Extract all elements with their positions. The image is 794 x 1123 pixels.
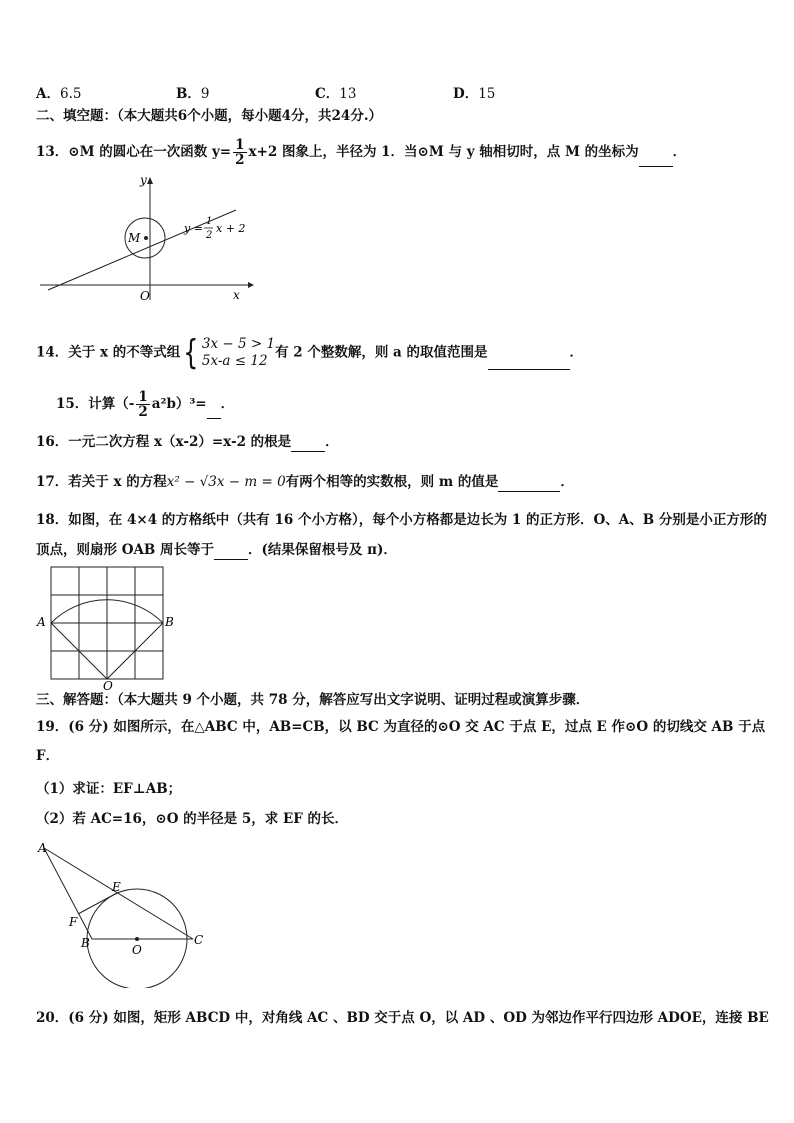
point-f-label: F	[69, 915, 78, 929]
section-fill-in-heading: 二、填空题：（本大题共6个小题，每小题4分，共24分.）	[36, 108, 383, 124]
q19-figure	[34, 836, 224, 988]
question-15: 15．计算（- $\frac{1}{2}$ a²b）³= ．	[56, 389, 235, 420]
fraction: $\frac{1}{2}$	[138, 389, 148, 420]
question-19-line1: 19．(6 分) 如图所示，在△ABC 中，AB=CB，以 BC 为直径的⊙O 交 AC 于点 E，过点 E 作⊙O 的切线交 AB 于点	[36, 719, 766, 735]
origin-label: O	[140, 289, 150, 303]
line-eq-num: 1	[206, 216, 213, 227]
point-e-label: E	[112, 880, 121, 894]
answer-blank	[291, 437, 325, 452]
question-18-line2: 顶点，则扇形 OAB 周长等于 ．(结果保留根号及 π)．	[36, 542, 397, 558]
line-eq-suffix: x + 2	[216, 222, 246, 235]
answer-blank	[498, 477, 560, 492]
question-17: 17．若关于 x 的方程x² − √3x − m = 0有两个相等的实数根，则 m 的值是 ．	[36, 474, 574, 490]
point-a-label: A	[37, 615, 46, 629]
question-19-part2: （2）若 AC=16，⊙O 的半径是 5，求 EF 的长．	[36, 811, 349, 827]
y-axis-label: y	[140, 173, 147, 187]
question-20: 20．(6 分) 如图，矩形 ABCD 中，对角线 AC 、BD 交于点 O，以 AD 、OD 为邻边作平行四边形 ADOE，连接 BE	[36, 1010, 769, 1026]
question-18-line1: 18．如图，在 4×4 的方格纸中（共有 16 个小方格），每个小方格都是边长为 1 的正方形．O、A、B 分别是小正方形的	[36, 512, 767, 528]
q13-figure	[36, 172, 256, 304]
section-solve-heading: 三、解答题：（本大题共 9 个小题，共 78 分，解答应写出文字说明、证明过程或演算步骤．	[36, 692, 590, 708]
option-a: A．6.5	[36, 86, 82, 102]
point-m-label: M	[128, 231, 141, 245]
option-b: B．9	[176, 86, 210, 102]
answer-blank	[214, 545, 248, 560]
point-a-label: A	[38, 841, 47, 855]
question-16: 16．一元二次方程 x（x-2）=x-2 的根是 ．	[36, 434, 339, 450]
point-o-label: O	[132, 943, 142, 957]
q18-grid-figure	[34, 560, 184, 690]
option-c: C．13	[315, 86, 357, 102]
option-d: D．15	[453, 86, 496, 102]
question-19-line2: F．	[36, 748, 60, 764]
x-axis-label: x	[233, 288, 240, 302]
fraction: $\frac{1}{2}$	[235, 137, 245, 168]
point-b-label: B	[165, 615, 174, 629]
question-14: 14．关于 x 的不等式组{ 3x − 5 > 1 5x-a ≤ 12 有 2 个整数解，则 a 的取值范围是 ．	[36, 333, 584, 373]
answer-blank	[639, 152, 673, 167]
point-c-label: C	[194, 933, 204, 947]
answer-blank	[488, 355, 570, 370]
line-eq-prefix: y =	[184, 222, 203, 235]
answer-blank	[207, 404, 221, 419]
line-eq-den: 2	[206, 230, 213, 241]
point-b-label: B	[81, 936, 90, 950]
point-o-label: O	[103, 679, 113, 690]
question-19-part1: （1）求证：EF⊥AB；	[36, 781, 182, 797]
question-13: 13．⊙M 的圆心在一次函数 y= $\frac{1}{2}$ x+2 图象上，半径为 1．当⊙M 与 y 轴相切时，点 M 的坐标为 ．	[36, 137, 687, 168]
